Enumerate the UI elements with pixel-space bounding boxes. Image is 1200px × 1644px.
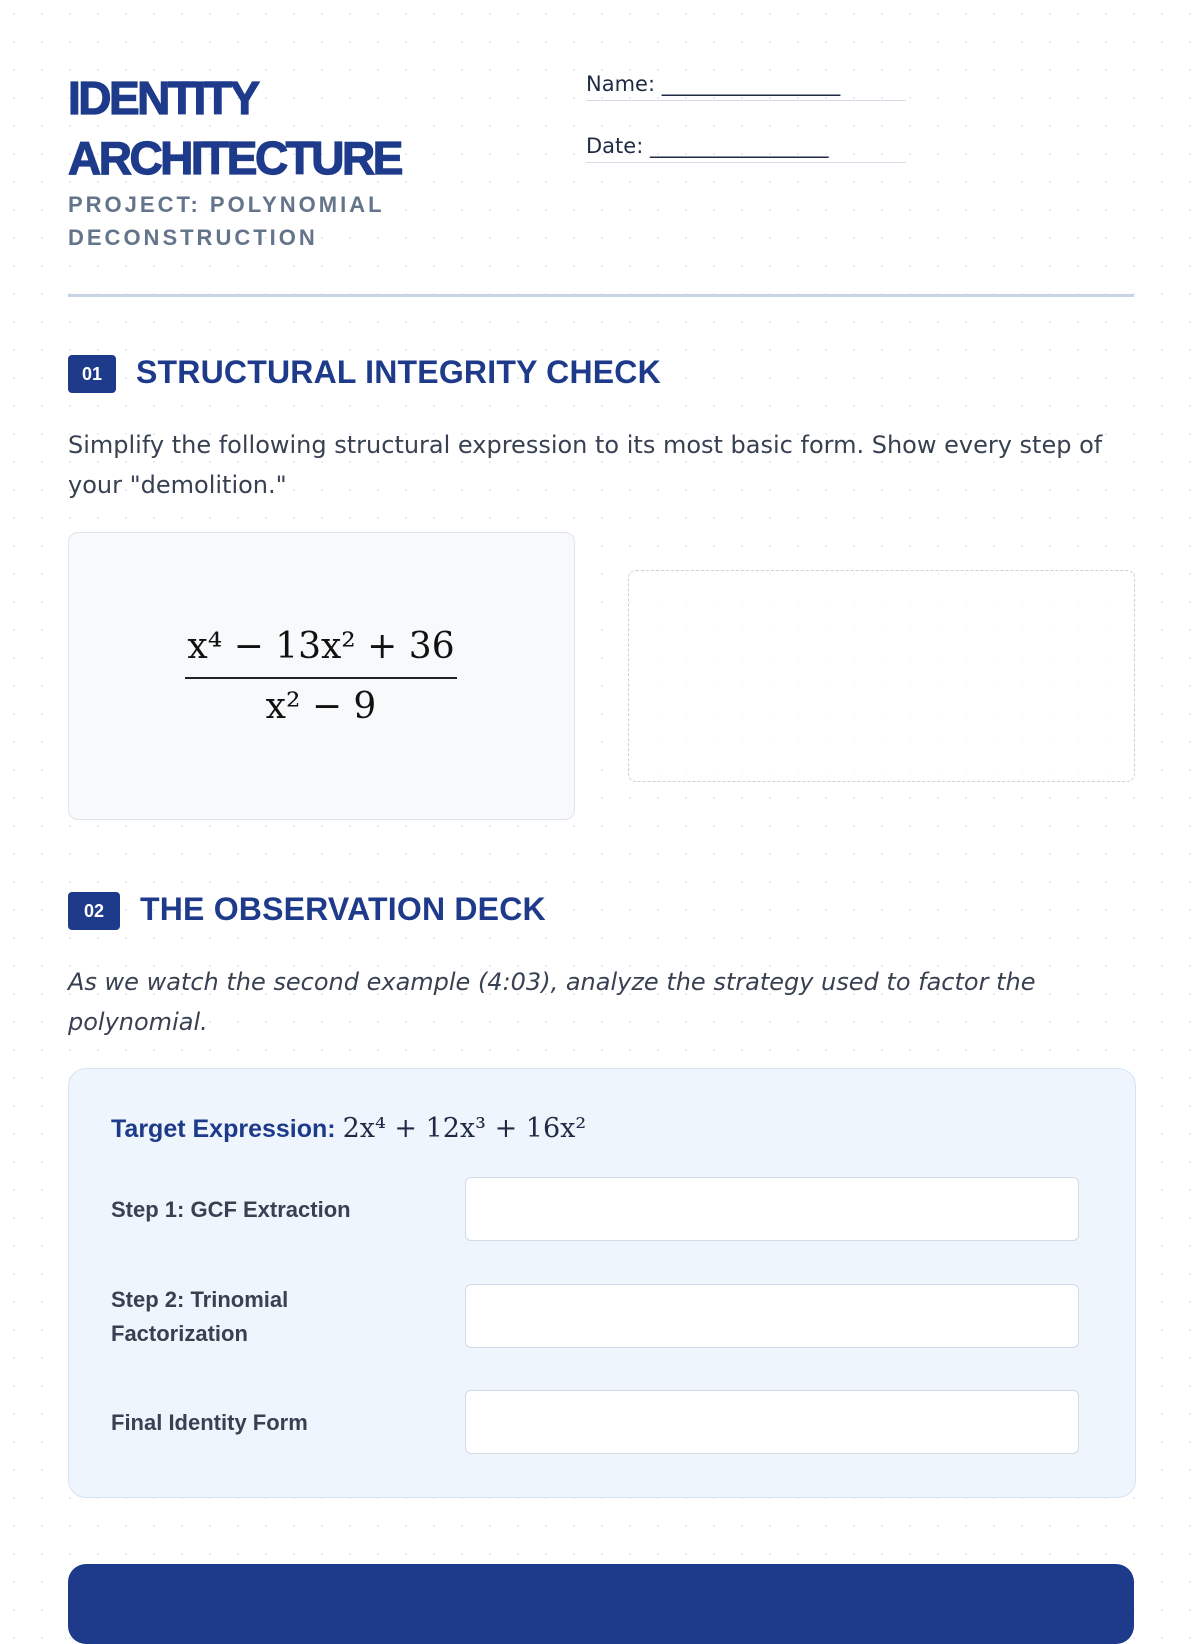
title-line-1: IDENTITY [68,72,258,124]
section-2-badge: 02 [68,892,120,930]
section-1-badge: 01 [68,355,116,393]
step-2-input[interactable] [465,1284,1079,1348]
target-expression-value: 2x⁴ + 12x³ + 16x² [342,1113,587,1144]
step-2-label: Step 2: Trinomial Factorization [111,1287,289,1346]
name-field[interactable] [586,60,906,101]
step-1-label: Step 1: GCF Extraction [111,1197,351,1222]
header-divider [68,294,1134,297]
step-1-input[interactable] [465,1177,1079,1241]
section-2-instructions: As we watch the second example (4:03), analyze the strategy used to factor the polynomial. [68,968,1036,1036]
date-field[interactable] [586,122,906,163]
name-label: Name: _________________ [586,72,841,96]
final-form-input[interactable] [465,1390,1079,1454]
fraction-denominator: x² − 9 [265,686,377,727]
section-1-instructions: Simplify the following structural expression to its most basic form. Show every step of your "demolition." [68,431,1103,499]
page-title [68,68,538,188]
footer-banner [68,1564,1134,1644]
worksheet-page [68,0,1134,1600]
observation-panel [68,1068,1136,1498]
page-subtitle [68,188,468,254]
title-line-2: ARCHITECTURE [68,132,401,184]
work-area[interactable] [628,570,1135,782]
target-expression [111,1113,586,1144]
section-2-title: THE OBSERVATION DECK [140,891,546,927]
section-1-title: STRUCTURAL INTEGRITY CHECK [136,354,661,390]
date-label: Date: _________________ [586,134,829,158]
step-3-label: Final Identity Form [111,1410,308,1435]
subtitle-line-2: DECONSTRUCTION [68,225,318,250]
target-label: Target Expression: [111,1115,336,1143]
subtitle-line-1: PROJECT: POLYNOMIAL [68,192,385,217]
rational-expression [185,625,457,729]
fraction-numerator: x⁴ − 13x² + 36 [185,625,457,679]
expression-card [68,532,575,820]
